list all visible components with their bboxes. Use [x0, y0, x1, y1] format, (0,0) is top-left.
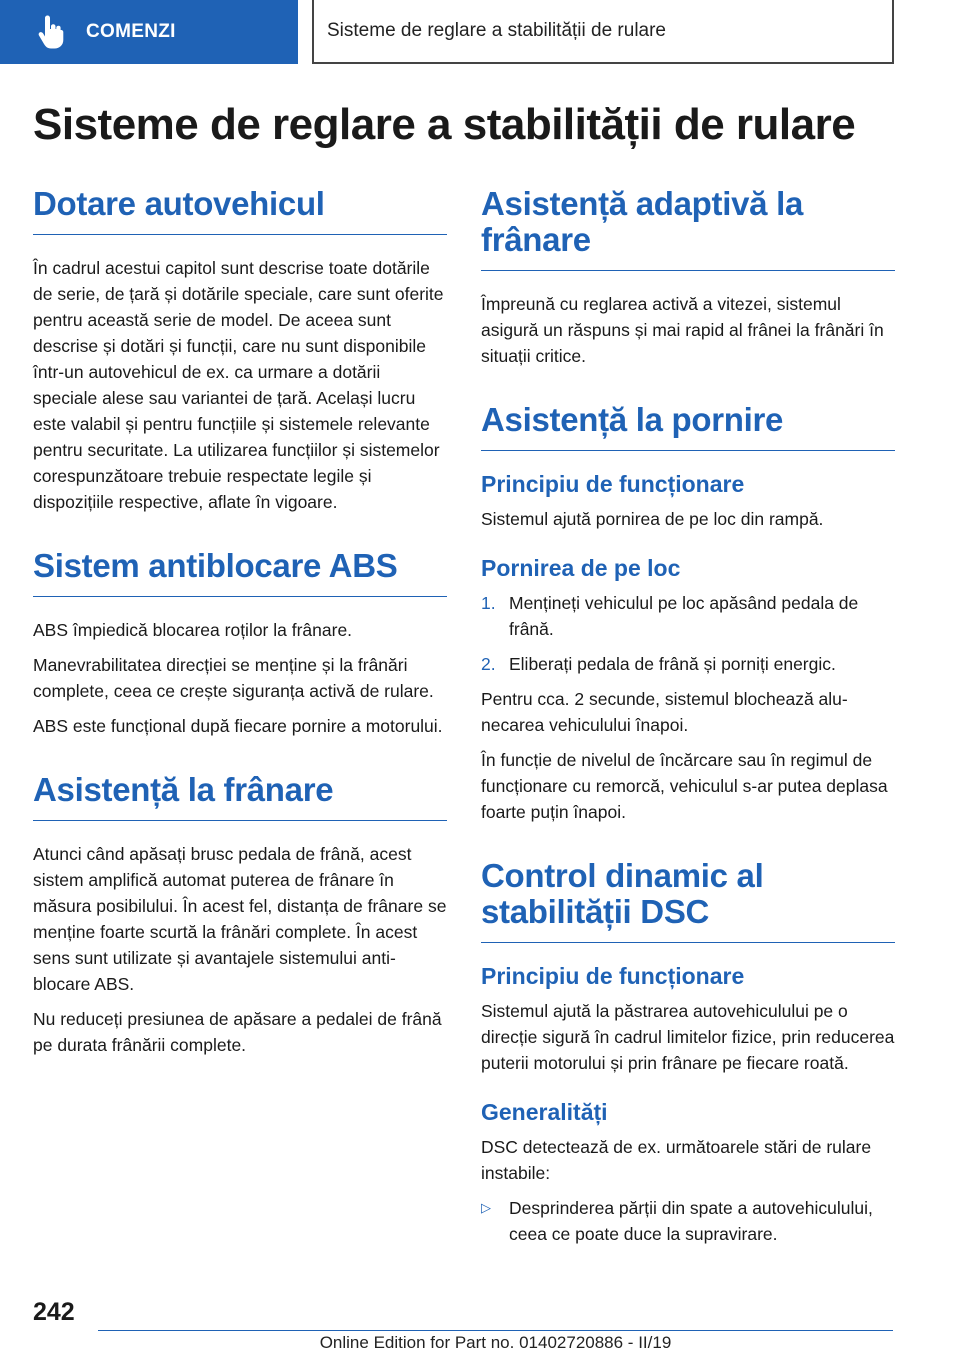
- footer-divider: [98, 1330, 893, 1331]
- paragraph: În cadrul acestui capitol sunt descrise toate dotările de serie, de țară și dotările speciale, care sunt oferite pentru această serie de model. De aceea sunt descrise și dotări și funcții, care nu sunt disponibile într-un autovehicul de ex. ca urmare a dotării speciale alese sau variantei de țară. Același lucru este valabil și pentru funcțiile și sistemele relevante pentru securitate. La utilizarea funcțiilor și sistemelor corespunzătoare trebuie respectate legile și dispozițiile respective, aflate în vigoare.: [33, 258, 444, 512]
- step-text: Mențineți vehiculul pe loc apăsând pedala de frână.: [509, 593, 859, 639]
- list-item: [481, 590, 895, 642]
- step-number: 1.: [481, 593, 496, 613]
- paragraph: ABS este funcțional după fiecare pornire a motorului.: [33, 716, 443, 736]
- subheading-generalitati: Generalități: [481, 1099, 608, 1125]
- subheading-pornirea: Pornirea de pe loc: [481, 555, 681, 581]
- left-column: [33, 186, 447, 1067]
- hand-pointer-icon: [36, 15, 66, 49]
- triangle-right-icon: ▷: [481, 1200, 491, 1215]
- step-text: Eliberați pedala de frână și porniți energic.: [509, 654, 836, 674]
- paragraph: Sistemul ajută la păstrarea autovehiculului pe o direcție sigură în cadrul limitelor fizice, prin reducerea puterii motorului și prin frânare pe fiecare roată.: [481, 1001, 895, 1073]
- paragraph: ABS împiedică blocarea roților la frânare.: [33, 620, 353, 640]
- list-item: [481, 651, 895, 677]
- section-heading-asistenta-adaptiva: Asistență adaptivă la frânare: [481, 186, 895, 271]
- section-heading-asistenta-franare: Asistență la frânare: [33, 772, 447, 821]
- footer-edition: Online Edition for Part no. 01402720886 - II/19: [319, 1333, 672, 1352]
- breadcrumb: Sisteme de reglare a stabilității de rulare: [312, 0, 894, 64]
- paragraph: Manevrabilitatea direcției se menține și la frânări complete, ceea ce crește siguranța activă de rulare.: [33, 655, 434, 701]
- paragraph: Sistemul ajută pornirea de pe loc din rampă.: [481, 509, 824, 529]
- section-heading-dotare: Dotare autovehicul: [33, 186, 447, 235]
- paragraph: Împreună cu reglarea activă a vitezei, sistemul asigură un răspuns și mai rapid al frânei la frânări în situații critice.: [481, 294, 884, 366]
- paragraph: DSC detectează de ex. următoarele stări de rulare instabile:: [481, 1137, 872, 1183]
- bullet-text: Desprinderea părții din spate a autovehiculului, ceea ce poate duce la supravirare.: [509, 1198, 873, 1244]
- paragraph: Atunci când apăsați brusc pedala de frână, acest sistem amplifică automat puterea de frânare în măsura posibilului. În acest fel, distanța de frânare se menține foarte scurtă la frânări complete. În acest sens sunt utilizate și avantajele sistemului anti-blocare ABS.: [33, 844, 447, 994]
- right-column: [481, 186, 895, 1256]
- page-title: Sisteme de reglare a stabilității de rulare: [33, 100, 856, 149]
- paragraph: În funcție de nivelul de încărcare sau în regimul de funcționare cu remorcă, vehiculul s-ar putea deplasa foarte puțin înapoi.: [481, 750, 888, 822]
- paragraph: Nu reduceți presiunea de apăsare a pedalei de frână pe durata frânării complete.: [33, 1009, 442, 1055]
- section-tab-comenzi[interactable]: [0, 0, 298, 64]
- section-heading-asistenta-pornire: Asistență la pornire: [481, 402, 895, 451]
- section-heading-dsc: Control dinamic al stabilității DSC: [481, 858, 895, 943]
- subheading-principiu: Principiu de funcționare: [481, 963, 745, 989]
- subheading-principiu: Principiu de funcționare: [481, 471, 745, 497]
- step-number: 2.: [481, 654, 496, 674]
- section-heading-abs: Sistem antiblocare ABS: [33, 548, 447, 597]
- section-tab-label: COMENZI: [86, 21, 176, 42]
- paragraph: Pentru cca. 2 secunde, sistemul blochează alunecarea vehiculului înapoi.: [481, 689, 848, 735]
- list-item: [481, 1195, 895, 1247]
- page-number: 242: [33, 1298, 75, 1326]
